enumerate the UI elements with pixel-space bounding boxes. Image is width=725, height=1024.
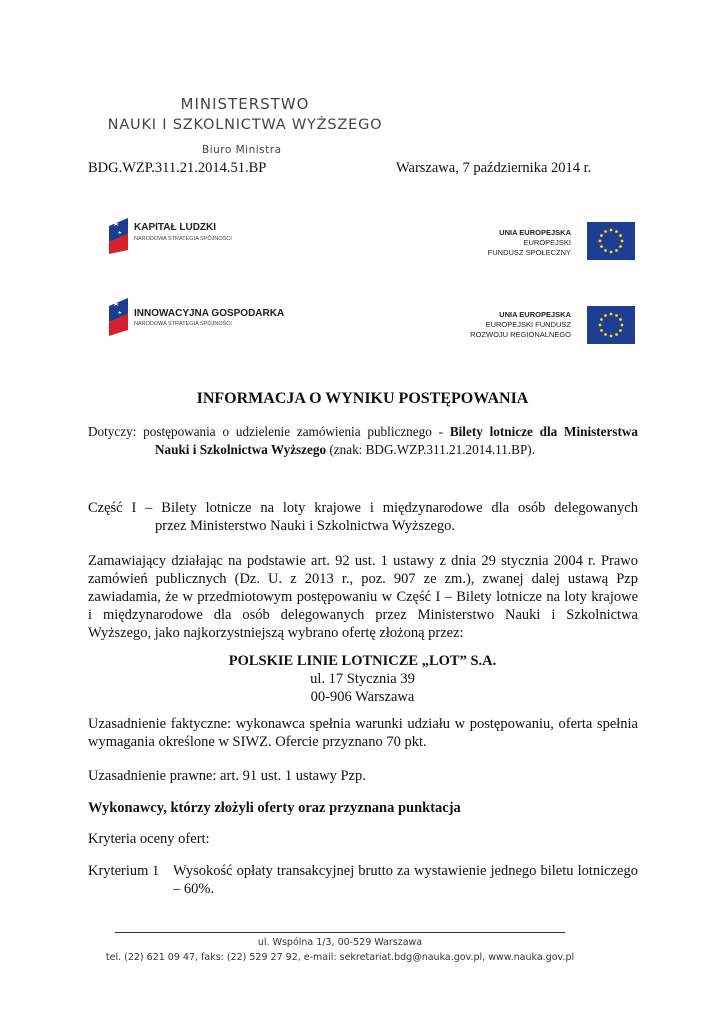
kapital-ludzki-logo — [106, 212, 276, 254]
footer-divider — [115, 932, 565, 933]
kapital-ludzki-subtitle: NARODOWA STRATEGIA SPÓJNOŚCI — [134, 236, 232, 242]
eu2-line1: UNIA EUROPEJSKA — [499, 310, 571, 319]
footer-address: ul. Wspólna 1/3, 00-529 Warszawa — [257, 937, 423, 948]
regarding-suffix: (znak: BDG.WZP.311.21.2014.11.BP). — [329, 442, 535, 457]
innowacyjna-gospodarka-logo — [106, 292, 296, 336]
body-line4: i międzynarodowe dla osób delegowanych przez Ministerstwo Nauki i Szkolnictwa — [88, 607, 638, 623]
innowacyjna-gospodarka-title: INNOWACYJNA GOSPODARKA — [134, 308, 285, 319]
part-line1: Część I – Bilety lotnicze na loty krajowe i międzynarodowe dla osób delegowanych — [88, 500, 638, 516]
regarding-line1 — [88, 423, 638, 441]
ministry-name-line2: NAUKI I SZKOLNICTWA WYŻSZEGO — [107, 117, 383, 133]
criterion1-line2: – 60%. — [173, 881, 215, 897]
polish-flag-icon — [106, 212, 132, 254]
legal-justification: Uzasadnienie prawne: art. 91 ust. 1 ustawy Pzp. — [88, 768, 366, 784]
regarding-prefix: Dotyczy: postępowania o udzielenie zamówienia publicznego - — [88, 424, 444, 439]
eu-flag-icon — [587, 306, 635, 344]
regarding-line2 — [155, 441, 535, 459]
body-line1: Zamawiający działając na podstawie art. 92 ust. 1 ustawy z dnia 29 stycznia 2004 r. Prawo — [88, 553, 638, 569]
reference-number: BDG.WZP.311.21.2014.51.BP — [88, 160, 267, 176]
body-line5: Wyższego, jako najkorzystniejszą wybrano ofertę złożoną przez: — [88, 625, 464, 641]
criterion1-line1: Wysokość opłaty transakcyjnej brutto za wystawienie jednego biletu lotniczego — [173, 863, 638, 879]
kapital-ludzki-title: KAPITAŁ LUDZKI — [134, 222, 217, 233]
winner-city: 00-906 Warszawa — [310, 689, 415, 705]
body-line2: zamówień publicznych (Dz. U. z 2013 r., poz. 907 ze zm.), zwanej dalej ustawą Pzp — [88, 571, 638, 587]
winner-street: ul. 17 Stycznia 39 — [310, 671, 415, 687]
eu-regional-fund-logo — [470, 306, 635, 346]
bidders-heading: Wykonawcy, którzy złożyli oferty oraz przyznana punktacja — [88, 800, 461, 816]
place-date: Warszawa, 7 października 2014 r. — [396, 160, 592, 176]
innowacyjna-gospodarka-subtitle: NARODOWA STRATEGIA SPÓJNOŚCI — [134, 321, 232, 327]
regarding-subject-part2: Nauki i Szkolnictwa Wyższego — [155, 442, 327, 457]
body-line3: zawiadamia, że w przedmiotowym postępowaniu w Część I – Bilety lotnicze na loty krajowe — [88, 589, 638, 605]
eu1-line2: EUROPEJSKI — [523, 238, 571, 247]
document-title: INFORMACJA O WYNIKU POSTĘPOWANIA — [196, 390, 529, 407]
eu-social-fund-logo — [480, 222, 635, 262]
eu2-line2: EUROPEJSKI FUNDUSZ — [485, 320, 571, 329]
eu1-line1: UNIA EUROPEJSKA — [499, 228, 571, 237]
criterion1-label: Kryterium 1 — [88, 863, 160, 879]
eu-flag-icon — [587, 222, 635, 260]
regarding-subject-part1: Bilety lotnicze dla Ministerstwa — [449, 424, 639, 439]
factual-line1: Uzasadnienie faktyczne: wykonawca spełnia warunki udziału w postępowaniu, oferta spełnia — [88, 716, 638, 732]
factual-line2: wymagania określone w SIWZ. Ofercie przyznano 70 pkt. — [88, 734, 427, 750]
criteria-label: Kryteria oceny ofert: — [88, 831, 210, 847]
eu1-line3: FUNDUSZ SPOŁECZNY — [487, 248, 571, 257]
part-line2: przez Ministerstwo Nauki i Szkolnictwa Wyższego. — [155, 518, 456, 534]
ministry-name-line1: MINISTERSTWO — [180, 95, 310, 113]
office-name: Biuro Ministra — [202, 144, 282, 156]
polish-flag-icon — [106, 292, 132, 336]
footer-contact: tel. (22) 621 09 47, faks: (22) 529 27 92, e-mail: sekretariat.bdg@nauka.gov.pl, www.nauka.gov.pl — [105, 952, 575, 963]
winner-name: POLSKIE LINIE LOTNICZE „LOT” S.A. — [228, 653, 497, 669]
eu2-line3: ROZWOJU REGIONALNEGO — [470, 330, 571, 339]
